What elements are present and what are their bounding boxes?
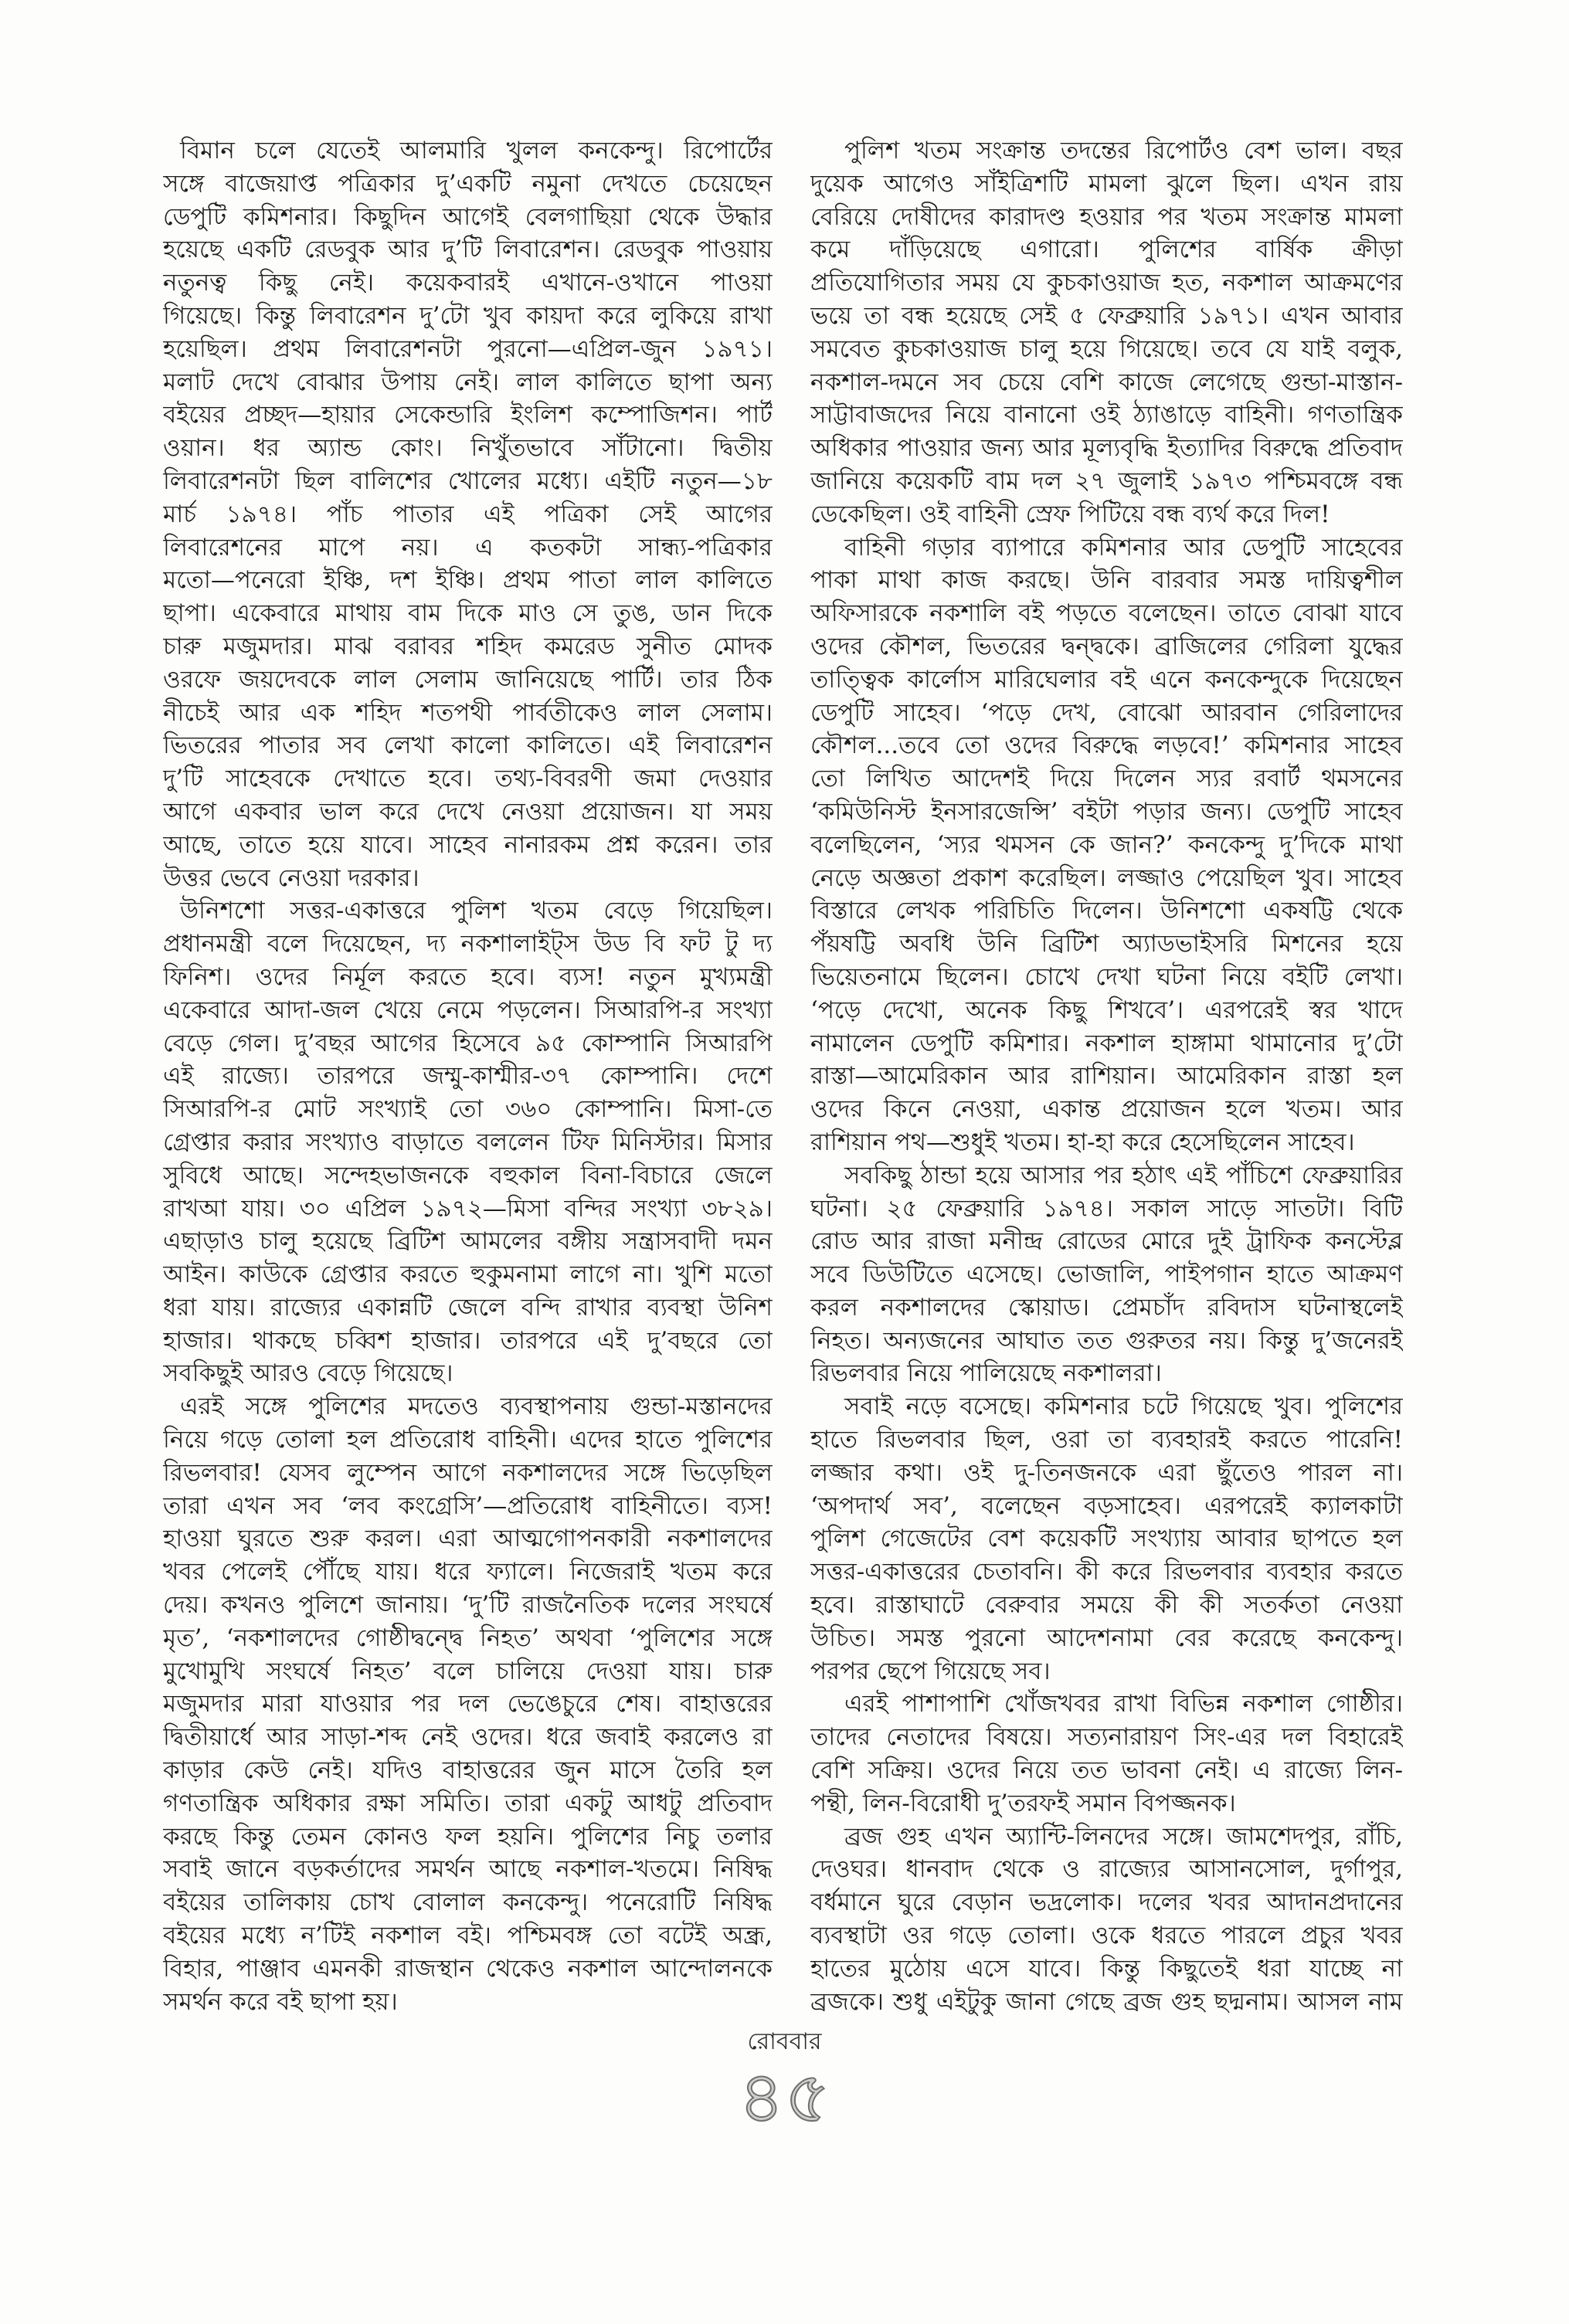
text-line: পন্থী, লিন-বিরোধী দু’তরফই সমান বিপজ্জনক। <box>810 1789 1236 1817</box>
paragraph <box>810 134 1403 531</box>
text-line: আছে, তাতে হয়ে যাবে। সাহেব নানারকম প্রশ্ন করেন। তার <box>163 830 773 859</box>
text-line: কাড়ার কেউ নেই। যদিও বাহাত্তরের জুন মাসে তৈরি হল <box>163 1756 773 1785</box>
text-line: সবকিছু ঠান্ডা হয়ে আসার পর হঠাৎ এই পাঁচিশে ফেব্রুয়ারির <box>844 1161 1403 1189</box>
text-line: করছে কিন্তু তেমন কোনও ফল হয়নি। পুলিশের নিচু তলার <box>163 1822 773 1851</box>
text-line: উচিত। সমস্ত পুরনো আদেশনামা বের করেছে কনকেন্দু। <box>810 1623 1403 1652</box>
text-line: ভয়ে তা বন্ধ হয়েছে সেই ৫ ফেব্রুয়ারি ১৯৭১। এখন আবার <box>810 301 1403 330</box>
text-line: দু’টি সাহেবকে দেখাতে হবে। তথ্য-বিবরণী জমা দেওয়ার <box>163 765 773 793</box>
text-line: গণতান্ত্রিক অধিকার রক্ষা সমিতি। তারা একটু আধটু প্রতিবাদ <box>163 1789 773 1817</box>
text-line: তাদের নেতাদের বিষয়ে। সত্যনারায়ণ সিং-এর দল বিহারেই <box>810 1723 1403 1752</box>
text-line: হবে। রাস্তাঘাটে বেরুবার সময়ে কী কী সতর্কতা নেওয়া <box>810 1591 1403 1620</box>
text-line: লজ্জার কথা। ওই দু-তিনজনকে এরা ছুঁতেও পারল না। <box>810 1458 1403 1487</box>
text-line: হয়েছিল। প্রথম লিবারেশনটা পুরনো—এপ্রিল-জুন ১৯৭১। <box>163 334 773 363</box>
text-line: বইয়ের তালিকায় চোখ বোলাল কনকেন্দু। পনেরোটি নিষিদ্ধ <box>163 1888 773 1917</box>
text-line: একেবারে আদা-জল খেয়ে নেমে পড়লেন। সিআরপি-র সংখ্যা <box>163 996 773 1024</box>
text-line: নামালেন ডেপুটি কমিশার। নকশাল হাঙ্গামা থামানোর দু’টো <box>810 1029 1403 1057</box>
text-line: বাহিনী গড়ার ব্যাপারে কমিশনার আর ডেপুটি সাহেবের <box>844 533 1403 561</box>
left-column <box>163 134 773 2018</box>
text-line: তাত্ত্বিক কার্লোস মারিঘেলার বই এনে কনকেন্দুকে দিয়েছেন <box>810 665 1403 694</box>
text-line: উত্তর ভেবে নেওয়া দরকার। <box>163 863 419 892</box>
text-line: পরপর ছেপে গিয়েছে সব। <box>810 1657 1051 1685</box>
text-line: রাখআ যায়। ৩০ এপ্রিল ১৯৭২—মিসা বন্দির সংখ্যা ৩৮২৯। <box>163 1194 773 1223</box>
text-line: পুলিশ গেজেটের বেশ কয়েকটি সংখ্যায় আবার ছাপতে হল <box>810 1525 1403 1553</box>
text-line: লিবারেশনটা ছিল বালিশের খোলের মধ্যে। এইটি নতুন—১৮ <box>163 466 773 495</box>
text-line: বর্ধমানে ঘুরে বেড়ান ভদ্রলোক। দলের খবর আদানপ্রদানের <box>810 1888 1403 1917</box>
text-line: নতুনত্ব কিছু নেই। কয়েকবারই এখানে-ওখানে পাওয়া <box>163 269 773 297</box>
text-line: আগে একবার ভাল করে দেখে নেওয়া প্রয়োজন। যা সময় <box>163 797 773 826</box>
text-line: রাস্তা—আমেরিকান আর রাশিয়ান। আমেরিকান রাস্তা হল <box>810 1062 1403 1091</box>
text-line: রিভলবার! যেসব লুম্পেন আগে নকশালদের সঙ্গে ভিড়েছিল <box>163 1458 773 1487</box>
text-line: বেড়ে গেল। দু’বছর আগের হিসেবে ৯৫ কোম্পানি সিআরপি <box>163 1029 773 1057</box>
text-line: ডেকেছিল। ওই বাহিনী স্রেফ পিটিয়ে বন্ধ ব্যর্থ করে দিল! <box>810 500 1330 528</box>
text-line: অধিকার পাওয়ার জন্য আর মূল্যবৃদ্ধি ইত্যাদির বিরুদ্ধে প্রতিবাদ <box>810 434 1403 463</box>
text-line: মলাট দেখে বোঝার উপায় নেই। লাল কালিতে ছাপা অন্য <box>163 368 773 396</box>
text-line: এরই সঙ্গে পুলিশের মদতেও ব্যবস্থাপনায় গুন্ডা-মস্তানদের <box>180 1393 773 1421</box>
text-line: ভিয়েতনামে ছিলেন। চোখে দেখা ঘটনা নিয়ে বইটি লেখা। <box>810 962 1403 991</box>
text-line: বইয়ের প্রচ্ছদ—হায়ার সেকেন্ডারি ইংলিশ কম্পোজিশন। পার্ট <box>163 401 773 429</box>
text-line: ফিনিশ। ওদের নির্মূল করতে হবে। ব্যস! নতুন মুখ্যমন্ত্রী <box>163 962 773 991</box>
text-line: বিমান চলে যেতেই আলমারি খুলল কনকেন্দু। রিপোর্টের <box>180 137 773 165</box>
text-line: লিবারেশনের মাপে নয়। এ কতকটা সান্ধ্য-পত্রিকার <box>163 533 773 561</box>
paragraph <box>810 1390 1403 1688</box>
text-line: আইন। কাউকে গ্রেপ্তার করতে হুকুমনামা লাগে না। খুশি মতো <box>163 1260 773 1289</box>
text-line: বইয়ের মধ্যে ন’টিই নকশাল বই। পশ্চিমবঙ্গ তো বটেই অন্ধ্র, <box>163 1922 773 1950</box>
text-line: সবাই নড়ে বসেছে। কমিশনার চটে গিয়েছে খুব। পুলিশের <box>844 1393 1403 1421</box>
text-line: রোড আর রাজা মনীন্দ্র রোডের মোরে দুই ট্রাফিক কনস্টেব্ল <box>810 1227 1403 1256</box>
text-line: হাজার। থাকছে চব্বিশ হাজার। তারপরে এই দু’বছরে তো <box>163 1326 773 1355</box>
text-line: ছাপা। একেবারে মাথায় বাম দিকে মাও সে তুঙ, ডান দিকে <box>163 599 773 628</box>
text-line: পুলিশ খতম সংক্রান্ত তদন্তের রিপোর্টও বেশ ভাল। বছর <box>844 137 1403 165</box>
text-line: মতো—পনেরো ইঞ্চি, দশ ইঞ্চি। প্রথম পাতা লাল কালিতে <box>163 566 773 595</box>
text-line: বিহার, পাঞ্জাব এমনকী রাজস্থান থেকেও নকশাল আন্দোলনকে <box>163 1954 773 1983</box>
text-line: ওদের কৌশল, ভিতরের দ্বন্দ্বকে। ব্রাজিলের গেরিলা যুদ্ধের <box>810 632 1403 660</box>
text-line: চারু মজুমদার। মাঝ বরাবর শহিদ কমরেড সুনীত মোদক <box>163 632 773 660</box>
text-line: কমে দাঁড়িয়েছে এগারো। পুলিশের বার্ষিক ক্রীড়া <box>810 236 1403 264</box>
text-line: মার্চ ১৯৭৪। পাঁচ পাতার এই পত্রিকা সেই আগের <box>163 500 773 528</box>
text-line: সত্তর-একাত্তরের চেতাবনি। কী করে রিভলবার ব্যবহার করতে <box>810 1558 1403 1586</box>
text-line: উনিশশো সত্তর-একাত্তরে পুলিশ খতম বেড়ে গিয়েছিল। <box>180 897 773 925</box>
text-line: করল নকশালদের স্কোয়াড। প্রেমচাঁদ রবিদাস ঘটনাস্থলেই <box>810 1293 1403 1321</box>
paragraph <box>810 531 1403 1159</box>
text-line: সিআরপি-র মোট সংখ্যাই তো ৩৬০ কোম্পানি। মিসা-তে <box>163 1095 773 1124</box>
text-line: রাশিয়ান পথ—শুধুই খতম। হা-হা করে হেসেছিলেন সাহেব। <box>810 1128 1355 1156</box>
text-line: নীচেই আর এক শহিদ শতপথী পার্বতীকেও লাল সেলাম। <box>163 698 773 727</box>
text-line: রিভলবার নিয়ে পালিয়েছে নকশালরা। <box>810 1359 1162 1388</box>
text-line: গিয়েছে। কিন্তু লিবারেশন দু’টো খুব কায়দা করে লুকিয়ে রাখা <box>163 301 773 330</box>
text-line: নিয়ে গড়ে তোলা হল প্রতিরোধ বাহিনী। এদের হাতে পুলিশের <box>163 1426 773 1454</box>
text-line: ধরা যায়। রাজ্যের একান্নটি জেলে বন্দি রাখার ব্যবস্থা উনিশ <box>163 1293 773 1321</box>
paragraph <box>810 1820 1403 2019</box>
text-line: খবর পেলেই পৌঁছে যায়। ধরে ফ্যালে। নিজেরাই খতম করে <box>163 1558 773 1586</box>
text-line: বেশি সক্রিয়। ওদের নিয়ে তত ভাবনা নেই। এ রাজ্যে লিন- <box>810 1756 1403 1785</box>
text-line: হয়েছে একটি রেডবুক আর দু’টি লিবারেশন। রেডবুক পাওয়ায় <box>163 236 773 264</box>
text-line: সবকিছুই আরও বেড়ে গিয়েছে। <box>163 1359 453 1388</box>
text-line: এই রাজ্যে। তারপরে জম্মু-কাশ্মীর-৩৭ কোম্পানি। দেশে <box>163 1062 773 1091</box>
text-line: বিস্তারে লেখক পরিচিতি দিলেন। উনিশশো একষট্টি থেকে <box>810 897 1403 925</box>
text-line: প্রধানমন্ত্রী বলে দিয়েছেন, দ্য নকশালাইট্স উড বি ফট টু দ্য <box>163 930 773 958</box>
text-line: নিহত। অন্যজনের আঘাত তত গুরুতর নয়। কিন্তু দু’জনেরই <box>810 1326 1403 1355</box>
text-line: ওদের কিনে নেওয়া, একান্ত প্রয়োজন হলে খতম। আর <box>810 1095 1403 1124</box>
text-line: ব্রজকে। শুধু এইটুকু জানা গেছে ব্রজ গুহ ছদ্মনাম। আসল নাম <box>810 1987 1403 2016</box>
text-line: গ্রেপ্তার করার সংখ্যাও বাড়াতে বললেন টিফ মিনিস্টার। মিসার <box>163 1128 773 1156</box>
text-line: ‘অপদার্থ সব’, বলেছেন বড়সাহেব। এরপরেই ক্যালকাটা <box>810 1491 1403 1520</box>
text-line: প্রতিযোগিতার সময় যে কুচকাওয়াজ হত, নকশাল আক্রমণের <box>810 269 1403 297</box>
paragraph <box>810 1688 1403 1820</box>
text-line: এরই পাশাপাশি খোঁজখবর রাখা বিভিন্ন নকশাল গোষ্ঠীর। <box>844 1690 1403 1718</box>
page-number: ৪৫ <box>738 2056 831 2139</box>
text-line: সমর্থন করে বই ছাপা হয়। <box>163 1987 398 2016</box>
text-line: তো লিখিত আদেশই দিয়ে দিলেন স্যর রবার্ট থমসনের <box>810 765 1403 793</box>
paragraph <box>163 1390 773 2018</box>
text-line: ওরফে জয়দেবকে লাল সেলাম জানিয়েছে পার্টি। তার ঠিক <box>163 665 773 694</box>
text-line: কৌশল...তবে তো ওদের বিরুদ্ধে লড়বে!’ কমিশনার সাহেব <box>810 731 1403 760</box>
text-line: ভিতরের পাতার সব লেখা কালো কালিতে। এই লিবারেশন <box>163 731 773 760</box>
text-line: পাকা মাথা কাজ করছে। উনি বারবার সমস্ত দায়িত্বশীল <box>810 566 1403 595</box>
text-line: ‘পড়ে দেখো, অনেক কিছু শিখবে’। এরপরেই স্বর খাদে <box>810 996 1403 1024</box>
text-line: নকশাল-দমনে সব চেয়ে বেশি কাজে লেগেছে গুন্ডা-মাস্তান- <box>810 368 1403 396</box>
text-line: মজুমদার মারা যাওয়ার পর দল ভেঙেচুরে শেষ। বাহাত্তরের <box>163 1690 773 1718</box>
text-line: মুখোমুখি সংঘর্ষে নিহত’ বলে চালিয়ে দেওয়া যায়। চারু <box>163 1657 773 1685</box>
footer-magazine-name: রোববার <box>747 2028 822 2055</box>
text-line: সঙ্গে বাজেয়াপ্ত পত্রিকার দু’একটি নমুনা দেখতে চেয়েছেন <box>163 169 773 198</box>
text-line: হাতের মুঠোয় এসে যাবে। কিন্তু কিছুতেই ধরা যাচ্ছে না <box>810 1954 1403 1983</box>
text-line: তারা এখন সব ‘লব কংগ্রেসি’—প্রতিরোধ বাহিনীতে। ব্যস! <box>163 1491 773 1520</box>
text-line: দেয়। কখনও পুলিশে জানায়। ‘দু’টি রাজনৈতিক দলের সংঘর্ষে <box>163 1591 773 1620</box>
text-line: ওয়ান। ধর অ্যান্ড কোং। নিখুঁতভাবে সাঁটানো। দ্বিতীয় <box>163 434 773 463</box>
text-line: মৃত’, ‘নকশালদের গোষ্ঠীদ্বন্দ্বে নিহত’ অথবা ‘পুলিশের সঙ্গে <box>163 1623 773 1652</box>
text-line: অফিসারকে নকশালি বই পড়তে বলেছেন। তাতে বোঝা যাবে <box>810 599 1403 628</box>
text-line: হাতে রিভলবার ছিল, ওরা তা ব্যবহারই করতে পারেনি! <box>810 1426 1403 1454</box>
text-line: দুয়েক আগেও সাঁইত্রিশটি মামলা ঝুলে ছিল। এখন রায় <box>810 169 1403 198</box>
text-line: হাওয়া ঘুরতে শুরু করল। এরা আত্মগোপনকারী নকশালদের <box>163 1525 773 1553</box>
paragraph <box>163 134 773 894</box>
text-line: দ্বিতীয়ার্ধে আর সাড়া-শব্দ নেই ওদের। ধরে জবাই করলেও রা <box>163 1723 773 1752</box>
text-line: ডেপুটি সাহেব। ‘পড়ে দেখ, বোঝো আরবান গেরিলাদের <box>810 698 1403 727</box>
text-line: জানিয়ে কয়েকটি বাম দল ২৭ জুলাই ১৯৭৩ পশ্চিমবঙ্গে বন্ধ <box>810 466 1403 495</box>
text-line: সবে ডিউটিতে এসেছে। ভোজালি, পাইপগান হাতে আক্রমণ <box>810 1260 1403 1289</box>
text-line: সবাই জানে বড়কর্তাদের সমর্থন আছে নকশাল-খতমে। নিষিদ্ধ <box>163 1855 773 1884</box>
text-line: এছাড়াও চালু হয়েছে ব্রিটিশ আমলের বঙ্গীয় সন্ত্রাসবাদী দমন <box>163 1227 773 1256</box>
text-line: বলেছিলেন, ‘স্যর থমসন কে জান?’ কনকেন্দু দু’দিকে মাথা <box>810 830 1403 859</box>
text-line: সমবেত কুচকাওয়াজ চালু হয়ে গিয়েছে। তবে যে যাই বলুক, <box>810 334 1403 363</box>
text-line: ‘কমিউনিস্ট ইনসারজেন্সি’ বইটা পড়ার জন্য। ডেপুটি সাহেব <box>810 797 1403 826</box>
text-line: ঘটনা। ২৫ ফেব্রুয়ারি ১৯৭৪। সকাল সাড়ে সাতটা। বিটি <box>810 1194 1403 1223</box>
text-line: ব্যবস্থাটা ওর গড়ে তোলা। ওকে ধরতে পারলে প্রচুর খবর <box>810 1922 1403 1950</box>
text-line: নেড়ে অজ্ঞতা প্রকাশ করেছিল। লজ্জাও পেয়েছিল খুব। সাহেব <box>810 863 1403 892</box>
right-column <box>810 134 1403 2018</box>
text-line: দেওঘর। ধানবাদ থেকে ও রাজ্যের আসানসোল, দুর্গাপুর, <box>810 1855 1403 1884</box>
paragraph <box>163 894 773 1390</box>
text-line: ডেপুটি কমিশনার। কিছুদিন আগেই বেলগাছিয়া থেকে উদ্ধার <box>163 202 773 231</box>
paragraph <box>810 1159 1403 1391</box>
text-line: সাট্টাবাজদের নিয়ে বানানো ওই ঠ্যাঙাড়ে বাহিনী। গণতান্ত্রিক <box>810 401 1403 429</box>
text-line: সুবিধে আছে। সন্দেহভাজনকে বহুকাল বিনা-বিচারে জেলে <box>163 1161 773 1189</box>
text-line: ব্রজ গুহ এখন অ্যান্টি-লিনদের সঙ্গে। জামশেদপুর, রাঁচি, <box>844 1822 1403 1851</box>
text-line: বেরিয়ে দোষীদের কারাদণ্ড হওয়ার পর খতম সংক্রান্ত মামলা <box>810 202 1403 231</box>
text-line: পঁয়ষট্টি অবধি উনি ব্রিটিশ অ্যাডভাইসরি মিশনের হয়ে <box>810 930 1403 958</box>
